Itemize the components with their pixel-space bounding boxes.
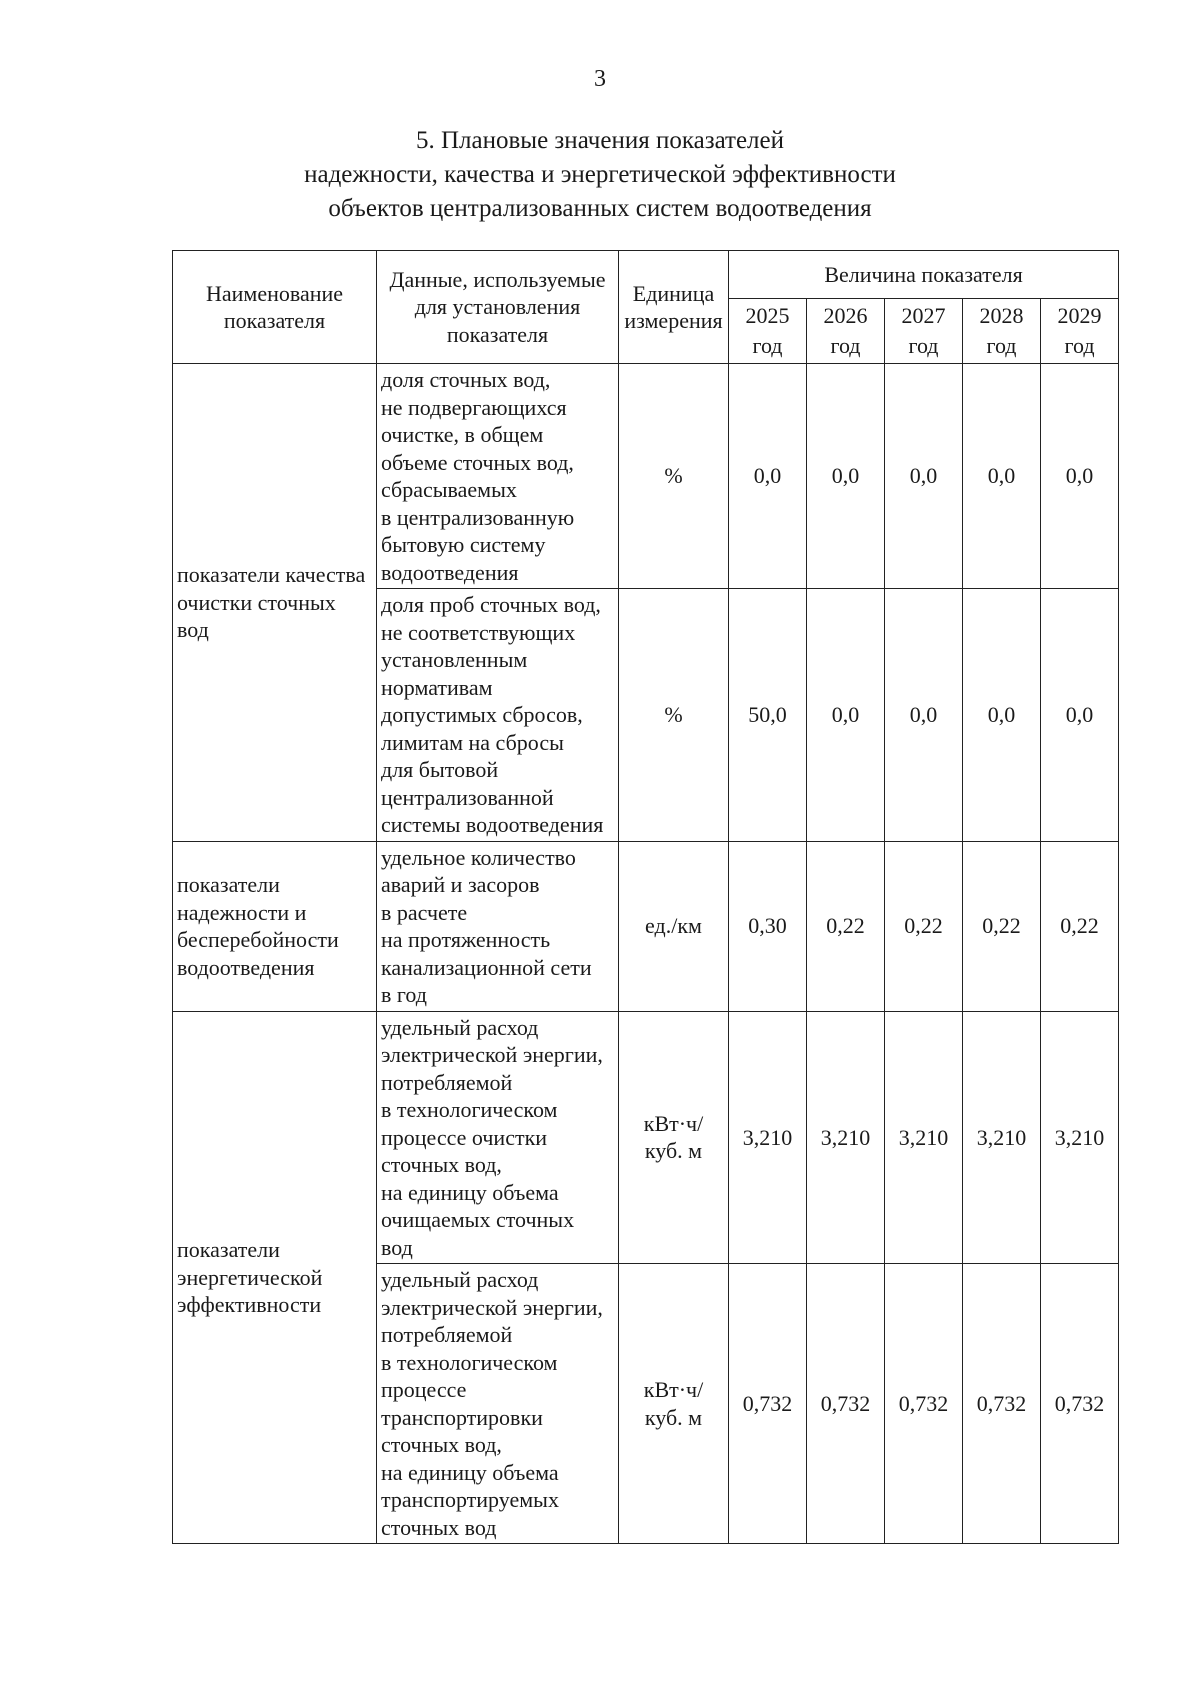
- header-year: 2029 год: [1041, 299, 1119, 364]
- indicator-description: удельный расход электрической энергии, потребляемой в технологическом процессе транспортировки сточных вод, на единицу объема транспортируемых сточных вод: [377, 1264, 619, 1544]
- indicator-value: 0,0: [807, 364, 885, 589]
- indicator-description: удельное количество аварий и засоров в расчете на протяженность канализационной сети в год: [377, 841, 619, 1011]
- indicator-value: 0,0: [729, 364, 807, 589]
- indicator-value: 0,732: [885, 1264, 963, 1544]
- indicator-unit: %: [619, 589, 729, 842]
- indicator-value: 0,732: [1041, 1264, 1119, 1544]
- indicator-value: 0,22: [963, 841, 1041, 1011]
- indicator-unit: ед./км: [619, 841, 729, 1011]
- indicator-value: 3,210: [963, 1011, 1041, 1264]
- indicator-value: 0,0: [963, 589, 1041, 842]
- indicator-description: удельный расход электрической энергии, потребляемой в технологическом процессе очистки сточных вод, на единицу объема очищаемых сточных вод: [377, 1011, 619, 1264]
- indicator-value: 0,30: [729, 841, 807, 1011]
- indicator-value: 0,0: [885, 364, 963, 589]
- indicator-unit: кВт·ч/ куб. м: [619, 1264, 729, 1544]
- indicator-value: 0,22: [1041, 841, 1119, 1011]
- indicator-unit: %: [619, 364, 729, 589]
- indicator-value: 3,210: [807, 1011, 885, 1264]
- indicator-value: 0,0: [807, 589, 885, 842]
- page-number: 3: [594, 66, 606, 92]
- header-year: 2026 год: [807, 299, 885, 364]
- indicator-description: доля проб сточных вод, не соответствующих установленным нормативам допустимых сбросов, лимитам на сбросы для бытовой централизованной системы водоотведения: [377, 589, 619, 842]
- section-title: [0, 124, 1200, 226]
- indicators-table: [172, 250, 1119, 1544]
- indicator-value: 0,22: [885, 841, 963, 1011]
- indicator-value: 3,210: [885, 1011, 963, 1264]
- header-value-group: Величина показателя: [729, 251, 1119, 299]
- indicator-value: 0,0: [885, 589, 963, 842]
- indicator-value: 50,0: [729, 589, 807, 842]
- header-year: 2025 год: [729, 299, 807, 364]
- indicator-group-name: показатели энергетической эффективности: [173, 1011, 377, 1544]
- header-year: 2027 год: [885, 299, 963, 364]
- header-data: Данные, используемые для установления показателя: [377, 251, 619, 364]
- table-row: [173, 364, 1119, 589]
- indicator-unit: кВт·ч/ куб. м: [619, 1011, 729, 1264]
- header-unit: Единица измерения: [619, 251, 729, 364]
- section-title-line: надежности, качества и энергетической эффективности: [304, 161, 896, 188]
- indicator-value: 0,732: [807, 1264, 885, 1544]
- indicator-group-name: показатели качества очистки сточных вод: [173, 364, 377, 842]
- section-title-line: 5. Плановые значения показателей: [415, 127, 785, 154]
- indicator-value: 0,0: [1041, 364, 1119, 589]
- table-row: [173, 841, 1119, 1011]
- indicator-description: доля сточных вод, не подвергающихся очистке, в общем объеме сточных вод, сбрасываемых в централизованную бытовую систему водоотведения: [377, 364, 619, 589]
- indicator-value: 3,210: [729, 1011, 807, 1264]
- header-year: 2028 год: [963, 299, 1041, 364]
- section-title-line: объектов централизованных систем водоотведения: [328, 195, 872, 222]
- indicator-group-name: показатели надежности и бесперебойности водоотведения: [173, 841, 377, 1011]
- indicator-value: 0,732: [963, 1264, 1041, 1544]
- indicator-value: 3,210: [1041, 1011, 1119, 1264]
- indicator-value: 0,732: [729, 1264, 807, 1544]
- indicator-value: 0,0: [1041, 589, 1119, 842]
- header-name: Наименование показателя: [173, 251, 377, 364]
- indicator-value: 0,22: [807, 841, 885, 1011]
- table-row: [173, 1011, 1119, 1264]
- indicator-value: 0,0: [963, 364, 1041, 589]
